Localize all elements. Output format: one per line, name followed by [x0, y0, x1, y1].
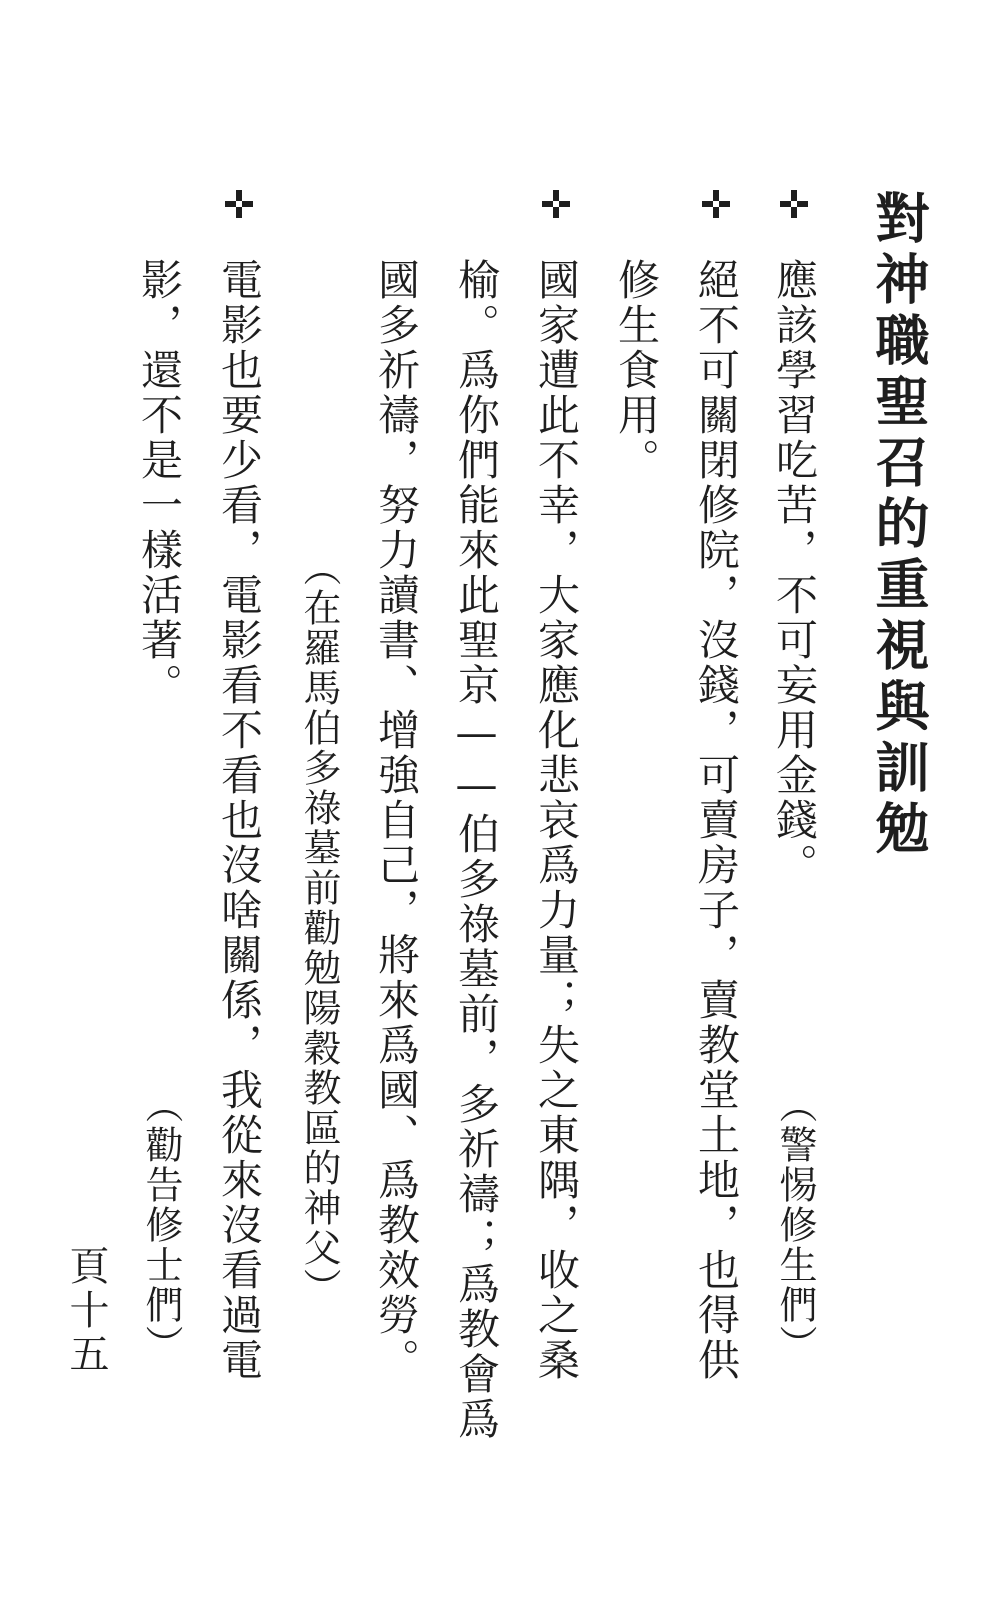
cross-icon — [542, 190, 570, 218]
item-2-line-1: 絕不可關閉修院，沒錢，可賣房子，賣教堂土地，也得供 — [692, 258, 741, 1383]
page-title: 對神職聖召的重視與訓勉 — [867, 190, 931, 861]
cross-icon — [780, 190, 808, 218]
cross-icon — [702, 190, 730, 218]
item-3-line-3: 國多祈禱，努力讀書、增強自己，將來爲國、爲教效勞。 — [372, 258, 421, 1383]
item-4-note: （勸告修士們） — [139, 1085, 183, 1365]
item-3-line-2: 榆。爲你們能來此聖京——伯多祿墓前，多祈禱；爲教會爲 — [452, 258, 501, 1442]
item-1-note: （警惕修生們） — [773, 1085, 817, 1365]
item-4-line-2: 影，還不是一樣活著。 — [135, 258, 184, 708]
item-3-note: （在羅馬伯多祿墓前勸勉陽穀教區的神父） — [297, 548, 341, 1308]
item-3-line-1: 國家遭此不幸，大家應化悲哀爲力量；失之東隅，收之桑 — [532, 258, 581, 1383]
item-2-line-2: 修生食用。 — [612, 258, 661, 483]
cross-icon — [225, 190, 253, 218]
item-4-line-1: 電影也要少看，電影看不看也沒啥關係，我從來沒看過電 — [215, 258, 264, 1383]
item-1-line-1: 應該學習吃苦，不可妄用金錢。 — [770, 258, 819, 888]
page-number: 頁十五 — [63, 1245, 109, 1377]
